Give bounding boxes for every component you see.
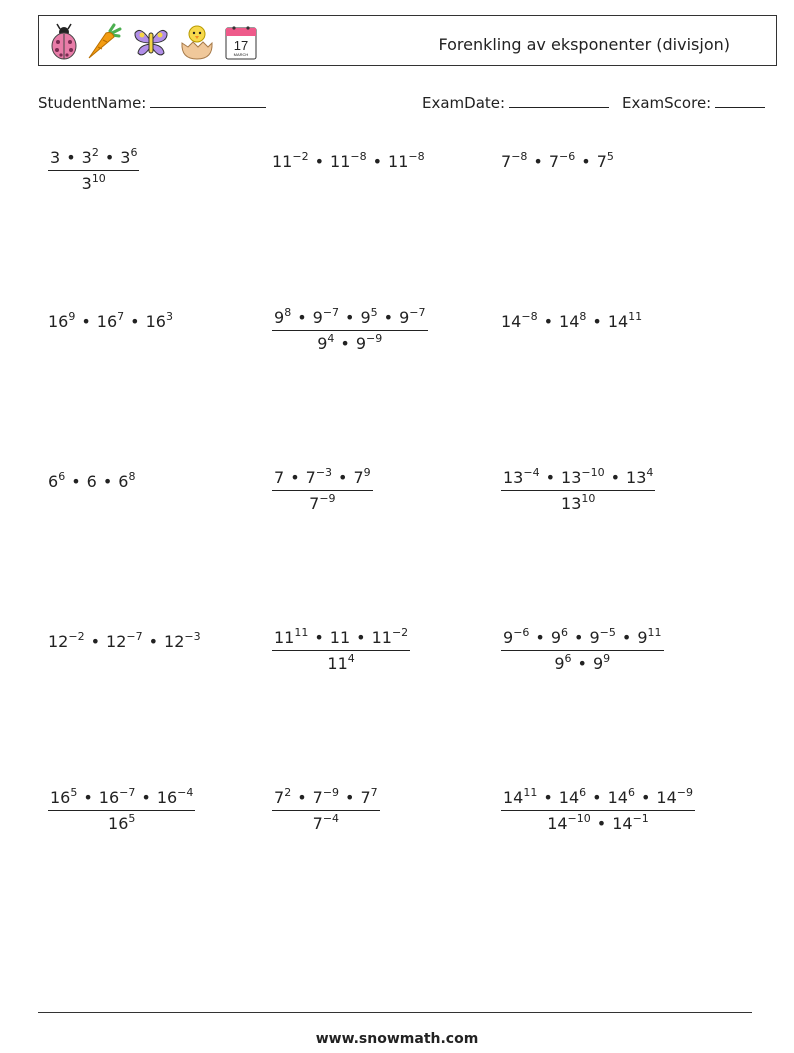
base: 7	[596, 152, 607, 171]
base: 9	[399, 308, 410, 327]
multiply-dot: •	[81, 312, 91, 331]
numerator	[501, 466, 655, 491]
problem-14	[272, 786, 380, 833]
student-name-field	[38, 93, 266, 112]
power-term	[156, 786, 194, 807]
problem-8	[272, 466, 373, 513]
base: 7	[274, 468, 285, 487]
base: 11	[272, 152, 293, 171]
exponent: 6	[561, 626, 569, 639]
multiply-dot: •	[130, 312, 140, 331]
problem-1	[48, 146, 139, 193]
multiply-dot: •	[314, 152, 325, 171]
footer-url: www.snowmath.com	[315, 1031, 479, 1047]
base: 16	[145, 312, 166, 331]
power-term	[312, 812, 340, 833]
base: 16	[156, 788, 178, 807]
fraction	[501, 786, 695, 833]
exam-score-blank[interactable]	[715, 93, 765, 108]
power-term	[312, 786, 340, 807]
exponent: 9	[363, 466, 371, 479]
base: 9	[312, 308, 323, 327]
base: 11	[371, 628, 392, 647]
exponent: −6	[559, 150, 576, 163]
power-term	[503, 786, 538, 807]
problem-13	[48, 786, 195, 833]
chick-in-egg-icon	[179, 23, 215, 61]
multiply-dot: •	[543, 312, 554, 331]
exponent: −4	[177, 786, 194, 799]
exponent: −8	[408, 150, 425, 163]
exponent: −7	[322, 306, 340, 319]
exponent: 3	[165, 310, 173, 323]
numerator	[272, 466, 373, 491]
fraction	[48, 146, 139, 193]
exponent: 8	[284, 306, 292, 319]
denominator	[501, 651, 664, 672]
exponent: −1	[632, 812, 649, 825]
exam-date-field	[422, 93, 609, 112]
base: 6	[118, 472, 129, 491]
power-term	[330, 630, 350, 646]
multiply-dot: •	[297, 308, 307, 327]
multiply-dot: •	[148, 632, 159, 651]
base: 9	[592, 654, 604, 673]
power-term	[353, 466, 371, 487]
exponent: 6	[564, 652, 572, 665]
base: 11	[327, 654, 348, 673]
power-term	[656, 786, 693, 807]
multiply-dot: •	[543, 788, 553, 807]
exponent: 8	[579, 310, 587, 323]
multiply-dot: •	[533, 152, 543, 171]
carrot-icon	[86, 23, 122, 61]
problem-3	[501, 150, 614, 171]
power-term	[360, 786, 378, 807]
multiply-dot: •	[345, 788, 355, 807]
power-term	[561, 492, 596, 513]
multiply-dot: •	[621, 628, 632, 647]
base: 7	[501, 152, 512, 171]
base: 14	[612, 814, 633, 833]
multiply-dot: •	[581, 152, 591, 171]
base: 9	[589, 628, 600, 647]
multiply-dot: •	[535, 628, 545, 647]
exponent: −5	[599, 626, 616, 639]
base: 9	[317, 334, 328, 353]
power-term	[612, 812, 649, 833]
fraction	[272, 786, 380, 833]
numerator	[48, 146, 139, 171]
problem-5	[272, 306, 428, 353]
base: 16	[98, 788, 120, 807]
exponent: −2	[391, 626, 409, 639]
problem-10	[48, 630, 201, 651]
base: 6	[48, 472, 59, 491]
exponent: −9	[319, 492, 336, 505]
fraction	[48, 786, 195, 833]
multiply-dot: •	[640, 788, 651, 807]
multiply-dot: •	[545, 468, 556, 487]
power-term	[81, 146, 99, 167]
denominator	[272, 651, 410, 672]
student-name-blank[interactable]	[150, 93, 266, 108]
power-term	[48, 310, 76, 331]
power-term	[607, 786, 635, 807]
fraction	[272, 466, 373, 513]
power-term	[108, 812, 136, 833]
exponent: −4	[322, 812, 340, 825]
exponent: 11	[523, 786, 538, 799]
power-term	[355, 332, 383, 353]
power-term	[559, 310, 587, 331]
exponent: 4	[347, 652, 355, 665]
power-term	[327, 652, 355, 673]
denominator	[48, 171, 139, 192]
base: 3	[81, 148, 92, 167]
base: 7	[312, 788, 323, 807]
power-term	[626, 466, 654, 487]
exam-date-blank[interactable]	[509, 93, 609, 108]
exponent: 6	[58, 470, 66, 483]
power-term	[96, 310, 125, 331]
power-term	[503, 626, 530, 647]
power-term	[399, 306, 426, 327]
exponent: 11	[647, 626, 662, 639]
exponent: −3	[184, 630, 201, 643]
power-term	[48, 470, 66, 491]
power-term	[312, 306, 340, 327]
exponent: −6	[513, 626, 530, 639]
power-term	[607, 310, 643, 331]
exponent: 2	[284, 786, 292, 799]
power-term	[274, 626, 309, 647]
base: 16	[50, 788, 71, 807]
base: 7	[305, 468, 316, 487]
exponent: 4	[327, 332, 335, 345]
multiply-dot: •	[314, 628, 324, 647]
exponent: −10	[567, 812, 591, 825]
power-term	[87, 474, 97, 490]
base: 7	[274, 788, 285, 807]
base: 7	[360, 788, 371, 807]
numerator	[501, 786, 695, 811]
multiply-dot: •	[71, 472, 81, 491]
exponent: 8	[128, 470, 136, 483]
exponent: −8	[511, 150, 528, 163]
power-term	[118, 470, 136, 491]
denominator	[48, 811, 195, 832]
base: 3	[50, 148, 61, 167]
problem-2	[272, 150, 425, 171]
power-term	[550, 626, 569, 647]
numerator	[501, 626, 664, 651]
power-term	[309, 492, 336, 513]
numerator	[272, 786, 380, 811]
exponent: 5	[128, 812, 136, 825]
base: 13	[561, 468, 582, 487]
base: 11	[274, 628, 295, 647]
exponent: −8	[350, 150, 367, 163]
power-term	[274, 786, 292, 807]
power-term	[50, 150, 60, 166]
multiply-dot: •	[372, 152, 383, 171]
base: 12	[48, 632, 69, 651]
multiply-dot: •	[90, 632, 101, 651]
exponent: 6	[627, 786, 635, 799]
power-term	[388, 150, 425, 171]
problem-11	[272, 626, 410, 673]
power-term	[371, 626, 409, 647]
exponent: −3	[315, 466, 333, 479]
denominator	[501, 491, 655, 512]
power-term	[554, 652, 572, 673]
base: 6	[86, 472, 97, 491]
power-term	[501, 150, 528, 171]
denominator	[501, 811, 695, 832]
exponent: 6	[579, 786, 587, 799]
exponent: 6	[130, 146, 138, 159]
exponent: −9	[676, 786, 693, 799]
exponent: 10	[581, 492, 596, 505]
exponent: 5	[70, 786, 78, 799]
multiply-dot: •	[338, 468, 348, 487]
power-term	[98, 786, 136, 807]
exponent: −9	[366, 332, 383, 345]
base: 14	[558, 788, 580, 807]
power-term	[548, 150, 576, 171]
multiply-dot: •	[345, 308, 355, 327]
power-term	[48, 630, 85, 651]
power-term	[637, 626, 662, 647]
power-term	[558, 786, 587, 807]
base: 7	[353, 468, 364, 487]
base: 14	[559, 312, 580, 331]
exponent: 7	[117, 310, 125, 323]
problem-4	[48, 310, 173, 331]
power-term	[164, 630, 201, 651]
base: 7	[312, 814, 323, 833]
exponent: 10	[91, 172, 106, 185]
multiply-dot: •	[592, 312, 602, 331]
multiply-dot: •	[66, 148, 76, 167]
exponent: 11	[628, 310, 643, 323]
base: 14	[547, 814, 568, 833]
base: 9	[554, 654, 565, 673]
base: 14	[656, 788, 677, 807]
power-term	[50, 786, 78, 807]
exponent: 11	[294, 626, 309, 639]
student-name-label: StudentName:	[38, 94, 147, 112]
base: 7	[548, 152, 560, 171]
multiply-dot: •	[297, 788, 307, 807]
problem-6	[501, 310, 643, 331]
exponent: 2	[91, 146, 99, 159]
base: 14	[607, 312, 629, 331]
base: 13	[626, 468, 647, 487]
power-term	[274, 306, 292, 327]
power-term	[503, 466, 540, 487]
power-term	[592, 652, 611, 673]
exponent: −9	[322, 786, 340, 799]
base: 3	[120, 148, 131, 167]
butterfly-icon	[133, 23, 169, 61]
power-term	[360, 306, 378, 327]
exponent: −10	[581, 466, 605, 479]
power-term	[596, 150, 614, 171]
exponent: 5	[606, 150, 614, 163]
footer-divider	[38, 1012, 752, 1013]
power-term	[274, 470, 284, 486]
base: 11	[329, 628, 351, 647]
power-term	[330, 150, 367, 171]
multiply-dot: •	[592, 788, 602, 807]
base: 13	[561, 494, 582, 513]
worksheet-header	[38, 15, 777, 66]
multiply-dot: •	[356, 628, 366, 647]
multiply-dot: •	[610, 468, 621, 487]
base: 9	[355, 334, 367, 353]
base: 9	[550, 628, 562, 647]
base: 9	[274, 308, 285, 327]
calendar-day: 17	[233, 38, 249, 53]
power-term	[547, 812, 591, 833]
exponent: 4	[646, 466, 654, 479]
problem-9	[501, 466, 655, 513]
power-term	[561, 466, 605, 487]
base: 14	[503, 788, 524, 807]
multiply-dot: •	[596, 814, 607, 833]
power-term	[305, 466, 333, 487]
exponent: 7	[370, 786, 378, 799]
multiply-dot: •	[104, 148, 115, 167]
power-term	[81, 172, 106, 193]
numerator	[272, 306, 428, 331]
multiply-dot: •	[383, 308, 394, 327]
exponent: −8	[521, 310, 538, 323]
multiply-dot: •	[102, 472, 113, 491]
calendar-icon	[223, 23, 259, 61]
denominator	[272, 491, 373, 512]
page-title: Forenkling av eksponenter (divisjon)	[438, 35, 730, 54]
calendar-month: MARCH	[233, 52, 249, 57]
multiply-dot: •	[574, 628, 584, 647]
multiply-dot: •	[577, 654, 587, 673]
denominator	[272, 331, 428, 352]
multiply-dot: •	[141, 788, 151, 807]
base: 11	[330, 152, 351, 171]
denominator	[272, 811, 380, 832]
base: 7	[309, 494, 320, 513]
exam-score-field	[622, 93, 765, 112]
exam-date-label: ExamDate:	[422, 94, 506, 112]
fraction	[272, 306, 428, 353]
multiply-dot: •	[290, 468, 300, 487]
numerator	[272, 626, 410, 651]
exponent: −7	[119, 786, 136, 799]
base: 3	[81, 174, 92, 193]
fraction	[272, 626, 410, 673]
power-term	[145, 310, 173, 331]
base: 14	[501, 312, 522, 331]
base: 16	[96, 312, 118, 331]
base: 9	[360, 308, 371, 327]
problem-12	[501, 626, 664, 673]
base: 12	[164, 632, 185, 651]
base: 16	[48, 312, 69, 331]
power-term	[272, 150, 309, 171]
exponent: −4	[523, 466, 540, 479]
problem-7	[48, 470, 136, 491]
exponent: −2	[68, 630, 85, 643]
fraction	[501, 466, 655, 513]
base: 9	[503, 628, 514, 647]
power-term	[120, 146, 138, 167]
ladybug-icon	[46, 23, 82, 61]
exponent: −2	[292, 150, 309, 163]
exam-score-label: ExamScore:	[622, 94, 712, 112]
multiply-dot: •	[340, 334, 350, 353]
exponent: 9	[603, 652, 611, 665]
base: 16	[108, 814, 129, 833]
exponent: 5	[370, 306, 378, 319]
base: 13	[503, 468, 524, 487]
multiply-dot: •	[83, 788, 93, 807]
numerator	[48, 786, 195, 811]
problem-15	[501, 786, 695, 833]
base: 12	[106, 632, 127, 651]
base: 9	[637, 628, 648, 647]
exponent: −7	[409, 306, 426, 319]
exponent: 9	[68, 310, 76, 323]
power-term	[501, 310, 538, 331]
power-term	[106, 630, 143, 651]
base: 14	[607, 788, 628, 807]
power-term	[317, 332, 335, 353]
fraction	[501, 626, 664, 673]
power-term	[589, 626, 616, 647]
exponent: −7	[126, 630, 143, 643]
base: 11	[388, 152, 409, 171]
